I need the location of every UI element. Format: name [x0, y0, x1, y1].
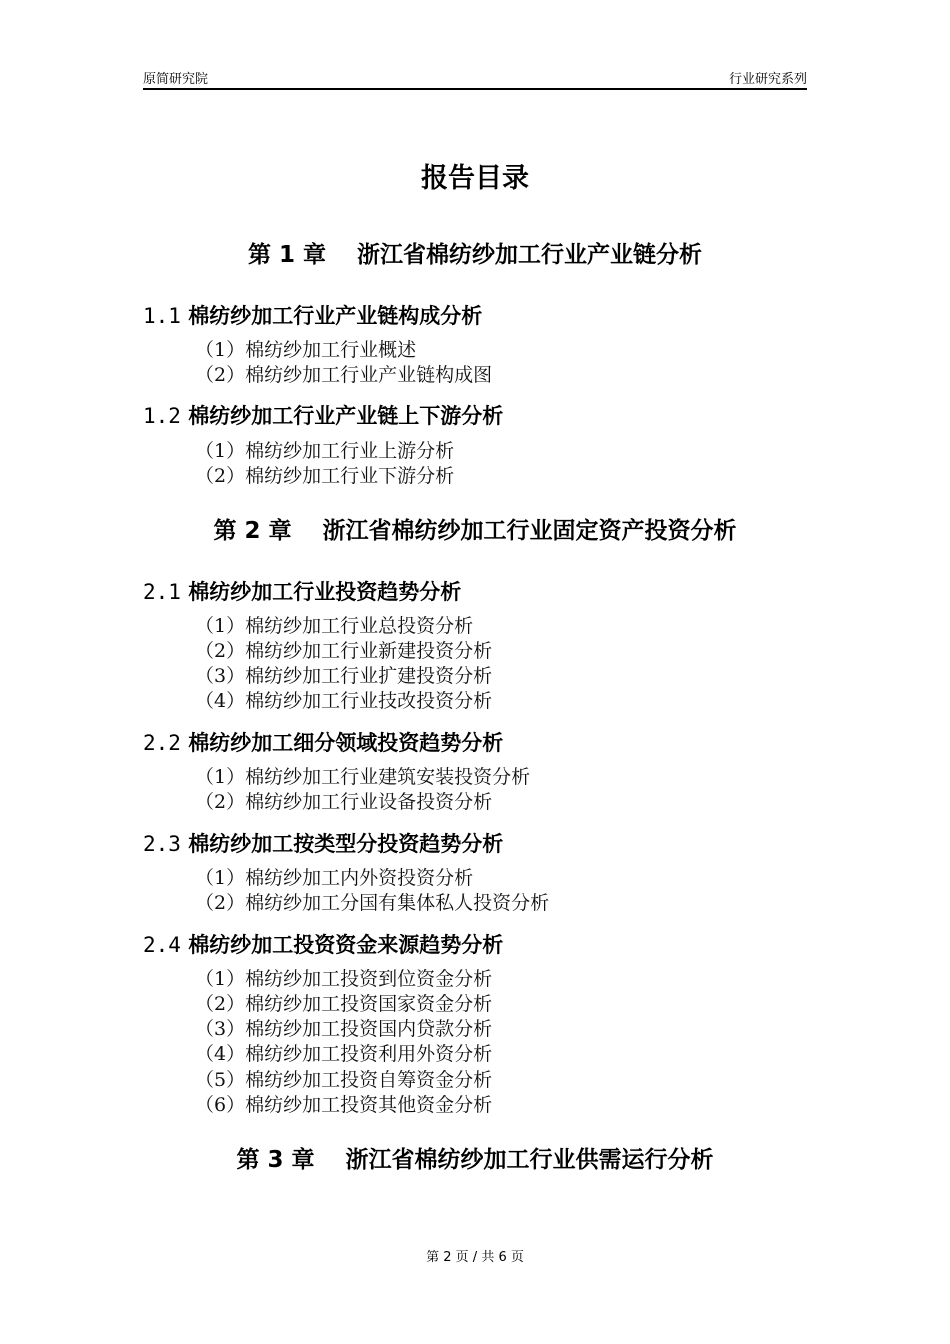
section-title: 棉纺纱加工行业投资趋势分析	[188, 580, 462, 604]
section-heading-1-1	[143, 300, 482, 330]
toc-item: （2）棉纺纱加工行业新建投资分析	[195, 640, 493, 662]
toc-item: （2）棉纺纱加工行业设备投资分析	[195, 791, 493, 813]
toc-item: （3）棉纺纱加工行业扩建投资分析	[195, 665, 493, 687]
toc-item: （2）棉纺纱加工行业产业链构成图	[195, 364, 493, 386]
toc-item: （1）棉纺纱加工行业上游分析	[195, 440, 455, 462]
toc-item: （5）棉纺纱加工投资自筹资金分析	[195, 1069, 493, 1091]
chapter-heading-3: 第 3 章 浙江省棉纺纱加工行业供需运行分析	[236, 1147, 714, 1173]
chapter-heading-2: 第 2 章 浙江省棉纺纱加工行业固定资产投资分析	[213, 518, 737, 544]
toc-item: （1）棉纺纱加工投资到位资金分析	[195, 968, 493, 990]
section-heading-2-3	[143, 828, 503, 858]
toc-item: （2）棉纺纱加工行业下游分析	[195, 465, 455, 487]
chapter-heading-1: 第 1 章 浙江省棉纺纱加工行业产业链分析	[247, 242, 703, 268]
toc-item: （2）棉纺纱加工分国有集体私人投资分析	[195, 892, 550, 914]
section-title: 棉纺纱加工细分领域投资趋势分析	[188, 731, 504, 755]
toc-item: （4）棉纺纱加工投资利用外资分析	[195, 1043, 493, 1065]
toc-item: （1）棉纺纱加工行业建筑安装投资分析	[195, 766, 531, 788]
page-title: 报告目录	[421, 163, 529, 194]
section-heading-2-2	[143, 727, 503, 757]
toc-item: （1）棉纺纱加工行业总投资分析	[195, 615, 474, 637]
section-title: 棉纺纱加工按类型分投资趋势分析	[188, 832, 504, 856]
section-heading-2-1	[143, 576, 461, 606]
section-number: 2.1	[143, 580, 181, 604]
header-series: 行业研究系列	[728, 72, 807, 87]
section-heading-2-4	[143, 929, 503, 959]
toc-item: （6）棉纺纱加工投资其他资金分析	[195, 1094, 493, 1116]
section-heading-1-2	[143, 400, 503, 430]
section-number: 1.2	[143, 404, 181, 428]
header-publisher: 原简研究院	[143, 72, 209, 87]
toc-item: （2）棉纺纱加工投资国家资金分析	[195, 993, 493, 1015]
toc-item: （4）棉纺纱加工行业技改投资分析	[195, 690, 493, 712]
page-header	[143, 66, 807, 90]
section-title: 棉纺纱加工投资资金来源趋势分析	[188, 933, 504, 957]
section-title: 棉纺纱加工行业产业链构成分析	[188, 304, 483, 328]
toc-item: （1）棉纺纱加工行业概述	[195, 339, 417, 361]
section-number: 2.4	[143, 933, 181, 957]
section-title: 棉纺纱加工行业产业链上下游分析	[188, 404, 504, 428]
section-number: 2.2	[143, 731, 181, 755]
toc-item: （3）棉纺纱加工投资国内贷款分析	[195, 1018, 493, 1040]
toc-item: （1）棉纺纱加工内外资投资分析	[195, 867, 474, 889]
page-number: 第 2 页 / 共 6 页	[426, 1250, 524, 1265]
section-number: 1.1	[143, 304, 181, 328]
section-number: 2.3	[143, 832, 181, 856]
